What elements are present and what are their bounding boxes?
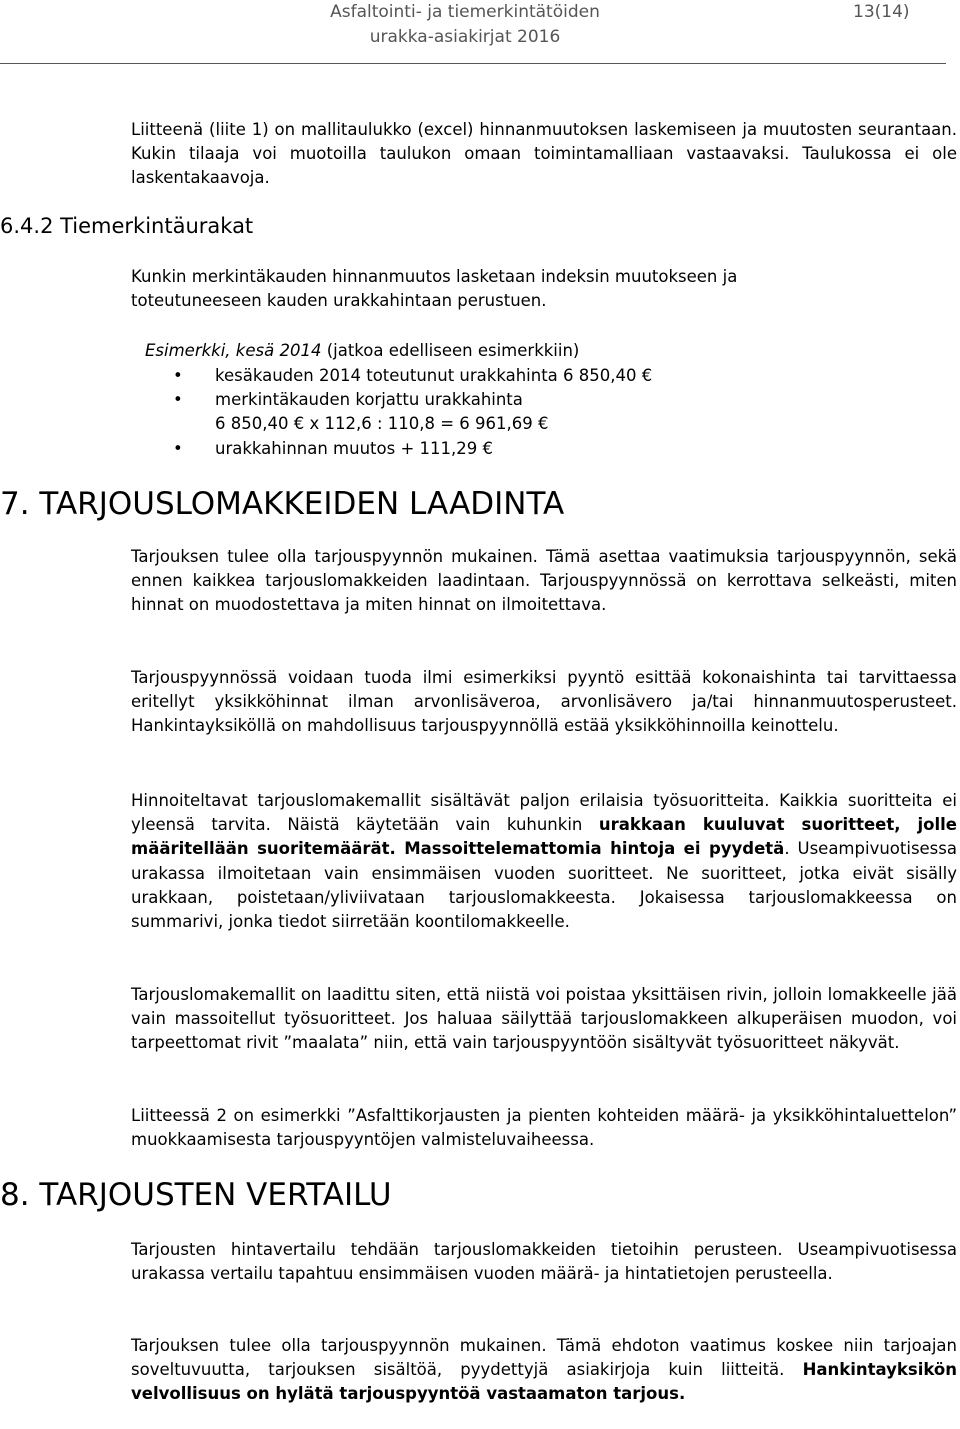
section-6-4-2-paragraph: Kunkin merkintäkauden hinnanmuutos lasketaan indeksin muutokseen ja toteutuneeseen kauden urakkahintaan perustuen. — [131, 267, 738, 311]
section-7-paragraph-4: Tarjouslomakemallit on laadittu siten, että niistä voi poistaa yksittäisen rivin, jolloin lomakkeelle jää vain massoitellut työsuoritteet. Jos haluaa säilyttää tarjouslomakkeen alkuperäisen muodon, voi tarpeettomat rivit ”maalata” niin, että vain tarjouspyyntöön sisältyvät työsuoritteet näkyvät. — [131, 985, 957, 1053]
section-heading-8: 8. TARJOUSTEN VERTAILU — [0, 1177, 392, 1213]
p3-emphasis: urakkaan kuuluvat suoritteet, jolle määritellään suoritemäärät. Massoittelemattomia hintoja ei pyydetä — [131, 815, 957, 859]
page-number: 13(14) — [853, 2, 910, 22]
s8-p2-text: Tarjouksen tulee olla tarjouspyynnön mukainen. Tämä ehdoton vaatimus koskee niin tarjoajan soveltuvuutta, tarjouksen sisältöä, pyydettyjä asiakirjoja kuin liitteitä. — [131, 1336, 957, 1380]
section-heading-7: 7. TARJOUSLOMAKKEIDEN LAADINTA — [0, 486, 565, 522]
example-title: Esimerkki, kesä 2014 — [145, 341, 322, 360]
section-7-paragraph-5: Liitteessä 2 on esimerkki ”Asfalttikorjausten ja pienten kohteiden määrä- ja yksikköhintaluettelon” muokkaamisesta tarjouspyyntöjen valmisteluvaiheessa. — [131, 1106, 957, 1150]
example-bullet-item: • urakkahinnan muutos + 111,29 € — [145, 437, 865, 461]
example-heading — [145, 339, 845, 363]
header-divider — [0, 63, 946, 64]
example-bullet-item: • kesäkauden 2014 toteutunut urakkahinta 6 850,40 € — [145, 364, 865, 388]
p3-text-a: Hinnoiteltavat tarjouslomakemallit sisältävät paljon erilaisia työsuoritteita. Kaikkia suoritteita ei yleensä tarvita. Näistä käytetään vain kuhunkin — [131, 791, 957, 835]
section-8-paragraph-2 — [131, 1334, 957, 1407]
example-note: (jatkoa edelliseen esimerkkiin) — [321, 341, 580, 360]
example-bullet-list — [145, 364, 865, 461]
running-header-line-1: Asfaltointi- ja tiemerkintätöiden — [330, 2, 600, 22]
section-heading-6-4-2: 6.4.2 Tiemerkintäurakat — [0, 214, 254, 238]
section-7-paragraph-1: Tarjouksen tulee olla tarjouspyynnön mukainen. Tämä asettaa vaatimuksia tarjouspyynnön, sekä ennen kaikkea tarjouslomakkeiden laadintaan. Tarjouspyynnössä on kerrottava selkeästi, miten hinnat on muodostettava ja miten hinnat on ilmoitettava. — [131, 547, 957, 615]
p3-text-c: . Useampivuotisessa urakassa ilmoitetaan vain ensimmäisen vuoden suoritteet. Ne suoritteet, jotka eivät sisälly urakkaan, poistetaan/yliviivataan tarjouslomakkeesta. Jokaisessa tarjouslomakkeessa on summarivi, jonka tiedot siirretään koontilomakkeelle. — [131, 839, 957, 932]
running-header-title — [300, 0, 630, 50]
section-7-paragraph-3 — [131, 789, 957, 934]
example-bullet-item: • merkintäkauden korjattu urakkahinta 6 850,40 € x 112,6 : 110,8 = 6 961,69 € — [145, 388, 865, 436]
section-7-paragraph-2: Tarjouspyynnössä voidaan tuoda ilmi esimerkiksi pyyntö esittää kokonaishinta tai tarvittaessa eritellyt yksikköhinnat ilman arvonlisäveroa, arvonlisävero ja/tai hinnanmuutosperusteet. Hankintayksiköllä on mahdollisuus tarjouspyynnöllä estää yksikköhinnoilla keinottelu. — [131, 668, 957, 736]
intro-paragraph: Liitteenä (liite 1) on mallitaulukko (excel) hinnanmuutoksen laskemiseen ja muutosten seurantaan. Kukin tilaaja voi muotoilla taulukon omaan toimintamalliaan vastaavaksi. Taulukossa ei ole laskentakaavoja. — [131, 120, 957, 188]
s8-p2-emphasis: Hankintayksikön velvollisuus on hylätä tarjouspyyntöä vastaamaton tarjous. — [131, 1360, 957, 1404]
section-8-paragraph-1: Tarjousten hintavertailu tehdään tarjouslomakkeiden tietoihin perusteen. Useampivuotisessa urakassa vertailu tapahtuu ensimmäisen vuoden määrä- ja hintatietojen perusteella. — [131, 1240, 957, 1284]
running-header-line-2: urakka-asiakirjat 2016 — [369, 27, 561, 47]
